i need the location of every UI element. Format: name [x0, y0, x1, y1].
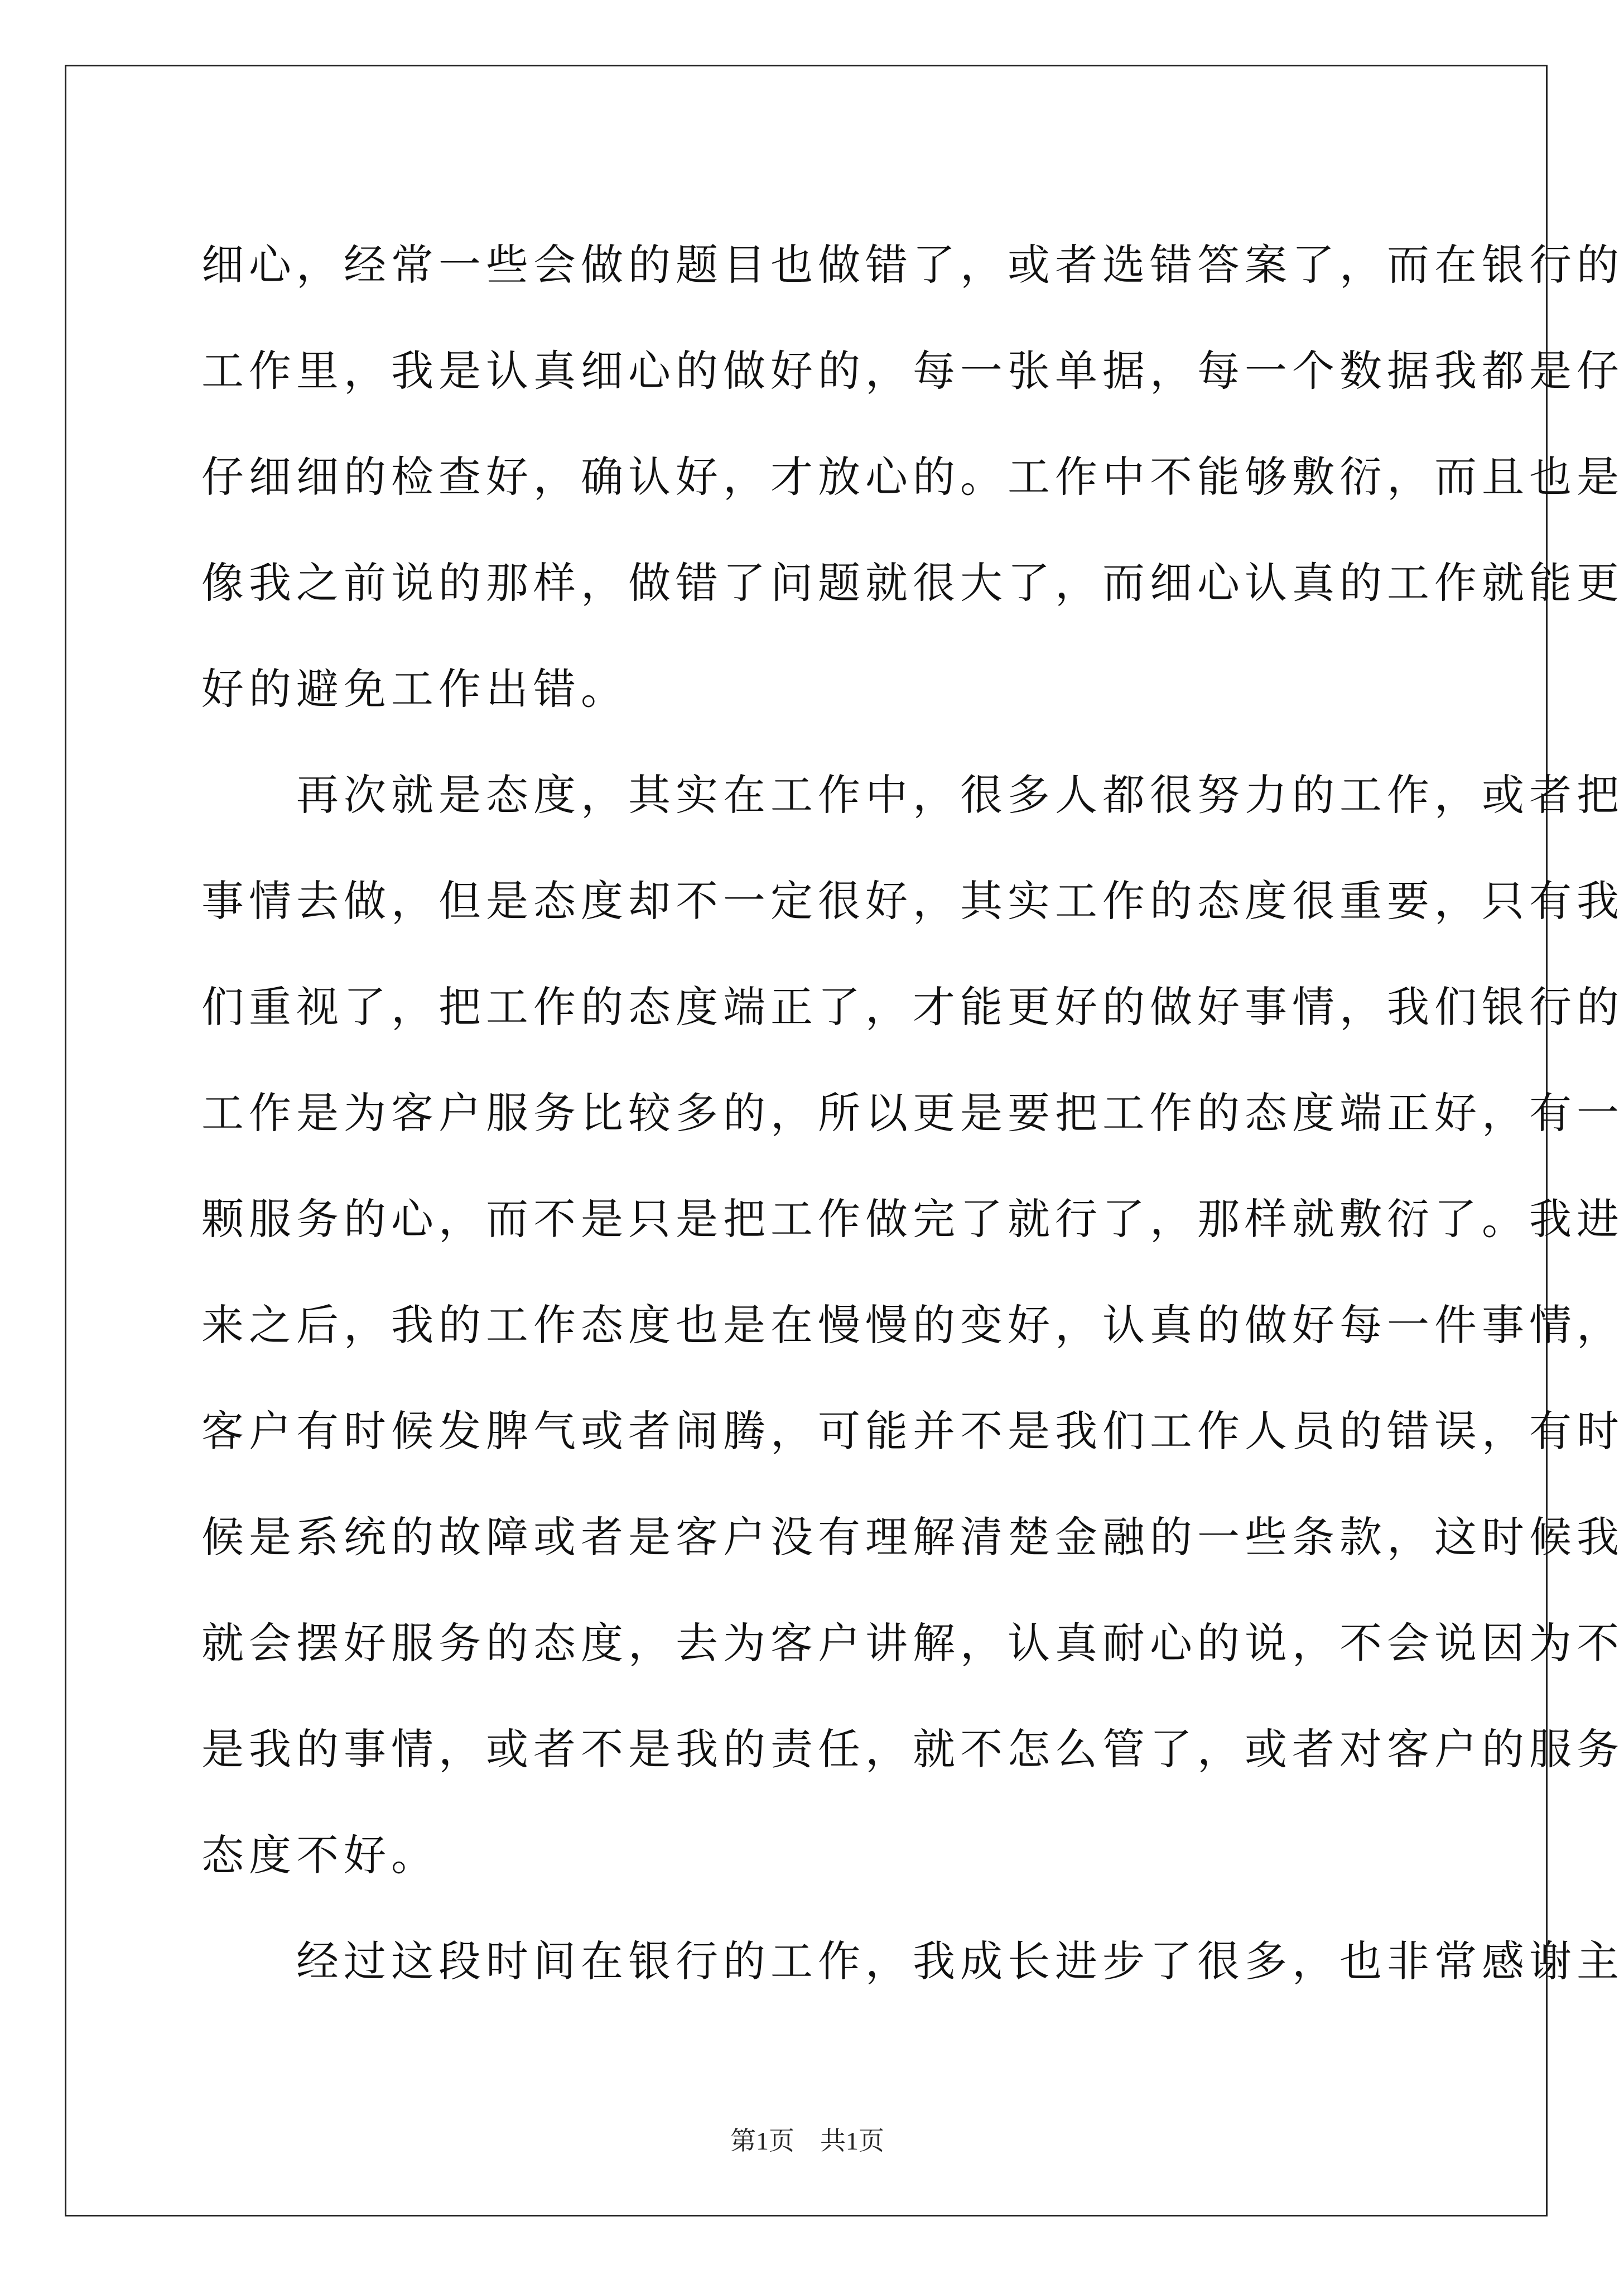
text-line: 客户有时候发脾气或者闹腾，可能并不是我们工作人员的错误，有时	[201, 1406, 1624, 1456]
text-line: 好的避免工作出错。	[201, 664, 628, 714]
page-footer: 第1页 共1页	[730, 2127, 884, 2155]
text-line: 就会摆好服务的态度，去为客户讲解，认真耐心的说，不会说因为不	[201, 1618, 1624, 1668]
text-line: 们重视了，把工作的态度端正了，才能更好的做好事情，我们银行的	[201, 982, 1624, 1032]
text-line: 工作是为客户服务比较多的，所以更是要把工作的态度端正好，有一	[201, 1088, 1624, 1138]
text-line: 事情去做，但是态度却不一定很好，其实工作的态度很重要，只有我	[201, 876, 1624, 926]
text-line: 工作里，我是认真细心的做好的，每一张单据，每一个数据我都是仔	[201, 346, 1624, 396]
text-line: 颗服务的心，而不是只是把工作做完了就行了，那样就敷衍了。我进	[201, 1194, 1624, 1244]
text-line: 经过这段时间在银行的工作，我成长进步了很多，也非常感谢主	[201, 1936, 1624, 1986]
text-line: 是我的事情，或者不是我的责任，就不怎么管了，或者对客户的服务	[201, 1724, 1624, 1774]
paragraph-1	[201, 212, 1624, 742]
text-line: 态度不好。	[201, 1830, 438, 1880]
text-line: 仔细细的检查好，确认好，才放心的。工作中不能够敷衍，而且也是	[201, 452, 1624, 502]
text-line: 再次就是态度，其实在工作中，很多人都很努力的工作，或者把	[201, 770, 1624, 820]
paragraph-3	[201, 1908, 1624, 2014]
text-line: 候是系统的故障或者是客户没有理解清楚金融的一些条款，这时候我	[201, 1512, 1624, 1562]
text-line: 像我之前说的那样，做错了问题就很大了，而细心认真的工作就能更	[201, 558, 1624, 608]
paragraph-2	[201, 742, 1624, 1908]
document-body	[201, 212, 1624, 2014]
text-line: 来之后，我的工作态度也是在慢慢的变好，认真的做好每一件事情，	[201, 1300, 1624, 1350]
text-line: 细心，经常一些会做的题目也做错了，或者选错答案了，而在银行的	[201, 240, 1624, 290]
